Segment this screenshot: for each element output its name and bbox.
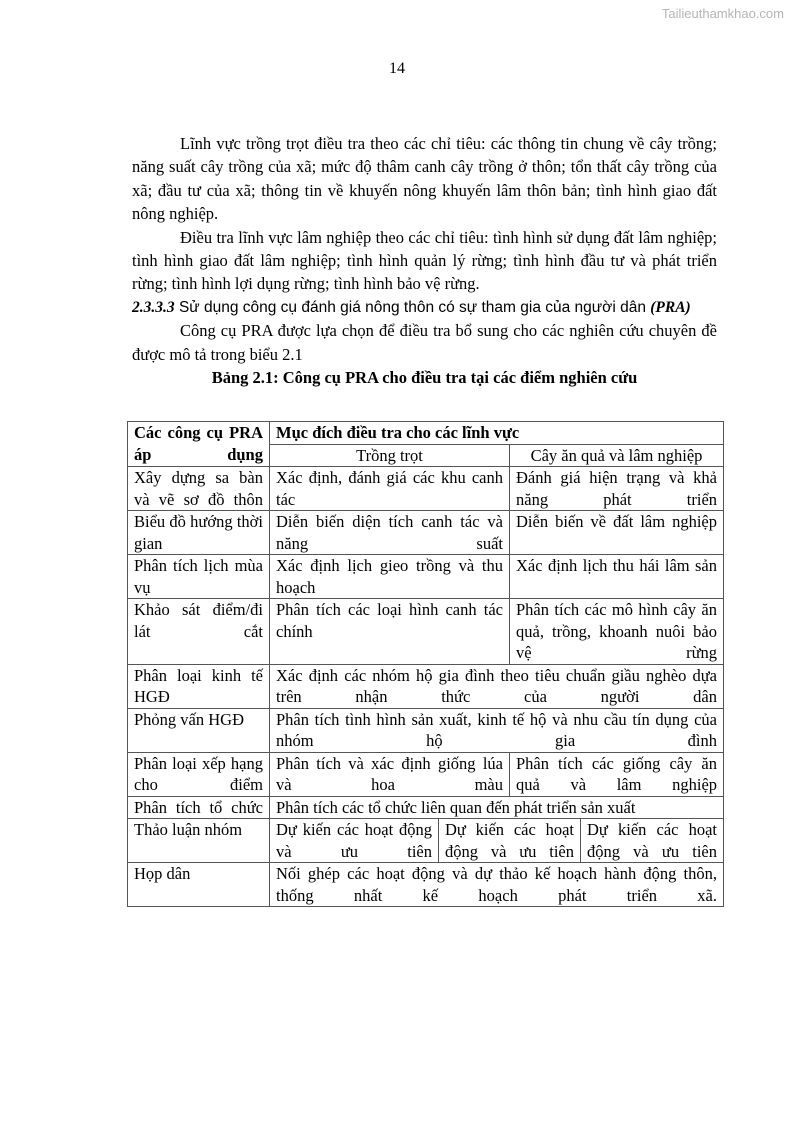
crop-cell: Phân tích các loại hình canh tác chính — [270, 599, 510, 665]
tool-cell: Phân tích tổ chức — [128, 796, 270, 819]
table-row — [128, 796, 724, 819]
table-header-row — [128, 422, 724, 445]
activity-cell: Dự kiến các hoạt động và ưu tiên — [581, 819, 724, 863]
tool-cell: Thảo luận nhóm — [128, 819, 270, 863]
body-text — [132, 132, 717, 389]
crop-cell: Diễn biến diện tích canh tác và năng suất — [270, 511, 510, 555]
section-title: Sử dụng công cụ đánh giá nông thôn có sự tham gia của người dân — [178, 298, 646, 316]
forest-cell: Phân tích các giống cây ăn quả và lâm nghiệp — [510, 752, 724, 796]
table-row — [128, 467, 724, 511]
forest-cell: Xác định lịch thu hái lâm sản — [510, 555, 724, 599]
activity-cell: Dự kiến các hoạt động và ưu tiên — [439, 819, 581, 863]
merged-cell: Phân tích các tổ chức liên quan đến phát triển sản xuất — [270, 796, 724, 819]
forest-cell: Phân tích các mô hình cây ăn quả, trồng, khoanh nuôi bảo vệ rừng — [510, 599, 724, 665]
section-abbr: (PRA) — [650, 298, 691, 316]
pra-table — [127, 421, 724, 907]
table-row — [128, 664, 724, 708]
forest-cell: Đánh giá hiện trạng và khả năng phát triển — [510, 467, 724, 511]
crop-cell: Xác định, đánh giá các khu canh tác — [270, 467, 510, 511]
tool-cell: Phân loại kinh tế HGĐ — [128, 664, 270, 708]
table-row — [128, 819, 724, 863]
table-row — [128, 752, 724, 796]
tool-cell: Phân tích lịch mùa vụ — [128, 555, 270, 599]
paragraph-crop: Lĩnh vực trồng trọt điều tra theo các chỉ tiêu: các thông tin chung về cây trồng; năng suất cây trồng của xã; mức độ thâm canh cây trồng ở thôn; tổn thất cây trồng của xã; đầu tư của xã; thông tin về khuyến nông khuyến lâm thôn bản; tình hình giao đất nông nghiệp. — [132, 134, 717, 224]
tool-cell: Khảo sát điểm/đi lát cắt — [128, 599, 270, 665]
forest-cell: Diễn biến về đất lâm nghiệp — [510, 511, 724, 555]
table-row — [128, 511, 724, 555]
merged-cell: Phân tích tình hình sản xuất, kinh tế hộ và nhu cầu tín dụng của nhóm hộ gia đình — [270, 708, 724, 752]
activity-cell: Dự kiến các hoạt động và ưu tiên — [270, 819, 439, 863]
subheader-crop: Trồng trọt — [270, 444, 510, 467]
section-number: 2.3.3.3 — [132, 298, 175, 316]
merged-cell: Xác định các nhóm hộ gia đình theo tiêu chuẩn giầu nghèo dựa trên nhận thức của người dân — [270, 664, 724, 708]
watermark: Tailieuthamkhao.com — [661, 6, 784, 21]
subheader-forest: Cây ăn quả và lâm nghiệp — [510, 444, 724, 467]
table-row — [128, 863, 724, 907]
paragraph-forestry: Điều tra lĩnh vực lâm nghiệp theo các chỉ tiêu: tình hình sử dụng đất lâm nghiệp; tình hình giao đất lâm nghiệp; tình hình quản lý rừng; tình hình đầu tư và phát triển rừng; tình hình lợi dụng rừng; tình hình bảo vệ rừng. — [132, 227, 717, 294]
table-row — [128, 555, 724, 599]
tool-cell: Họp dân — [128, 863, 270, 907]
paragraph-intro: Công cụ PRA được lựa chọn để điều tra bổ sung cho các nghiên cứu chuyên đề được mô tả trong biểu 2.1 — [132, 321, 717, 364]
tool-cell: Xây dựng sa bàn và vẽ sơ đồ thôn — [128, 467, 270, 511]
page-number: 14 — [389, 60, 405, 77]
table-caption: Bảng 2.1: Công cụ PRA cho điều tra tại các điểm nghiên cứu — [211, 368, 638, 388]
crop-cell: Phân tích và xác định giống lúa và hoa màu — [270, 752, 510, 796]
tool-cell: Phỏng vấn HGĐ — [128, 708, 270, 752]
tool-cell: Biểu đồ hướng thời gian — [128, 511, 270, 555]
section-heading — [132, 296, 717, 319]
crop-cell: Xác định lịch gieo trồng và thu hoạch — [270, 555, 510, 599]
header-tools: Các công cụ PRA áp dụng — [128, 422, 270, 467]
tool-cell: Phân loại xếp hạng cho điểm — [128, 752, 270, 796]
table-row — [128, 599, 724, 665]
table-row — [128, 708, 724, 752]
header-purpose: Mục đích điều tra cho các lĩnh vực — [270, 422, 724, 445]
merged-cell: Nối ghép các hoạt động và dự thảo kế hoạch hành động thôn, thống nhất kế hoạch phát triển xã. — [270, 863, 724, 907]
